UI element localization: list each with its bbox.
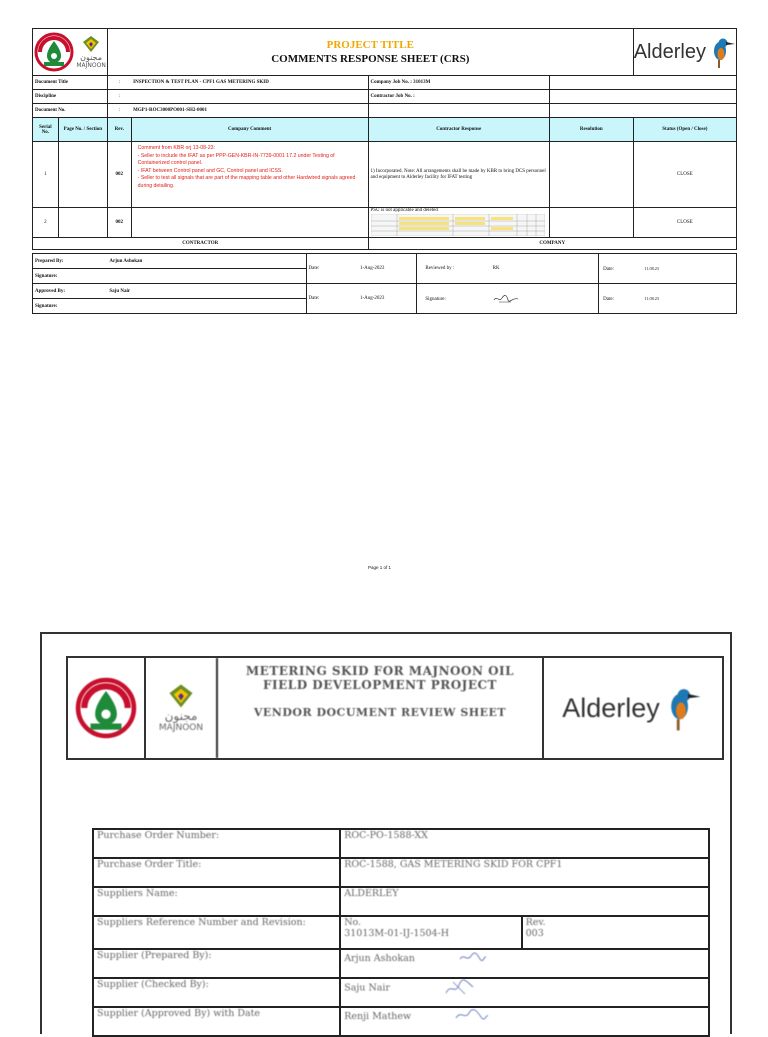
kingfisher-icon	[706, 35, 736, 69]
approved-by-value: Saju Nair	[107, 284, 306, 299]
company-job-value: 31013M	[413, 80, 431, 85]
signature-scribble-icon	[493, 294, 519, 304]
vendor-row-value-cell	[340, 1007, 709, 1036]
table-row	[93, 949, 709, 978]
table-row	[93, 916, 709, 949]
vendor-row-label: Supplier (Checked By):	[93, 978, 340, 1007]
majnoon-arabic: مجنون	[80, 53, 102, 62]
signature-table	[32, 253, 737, 314]
document-no-label: Document No.	[33, 104, 108, 118]
vendor-row-value-cell	[340, 978, 709, 1007]
row2-serial: 2	[33, 208, 59, 238]
company-signature-label: Signature:	[425, 296, 446, 302]
contractor-job-label: Contractor Job No. :	[368, 90, 549, 104]
reviewed-by-label: Reviewed by :	[425, 266, 455, 271]
col-serial: Serial No.	[33, 118, 59, 142]
date-label-1: Date:	[306, 254, 358, 284]
row1-comment	[131, 142, 368, 208]
discipline-value	[131, 90, 368, 104]
company-date-value-1: 11.08.23	[644, 265, 659, 271]
colon-2: :	[107, 90, 131, 104]
alderley-logo-text: Alderley	[633, 40, 706, 63]
row1-resolution	[549, 142, 633, 208]
col-rev: Rev.	[107, 118, 131, 142]
vendor-alderley-logo-text: Alderley	[562, 692, 660, 723]
vendor-row-label: Supplier (Prepared By):	[93, 949, 340, 978]
col-company-comment: Company Comment	[131, 118, 368, 142]
document-no-extra-2	[549, 104, 736, 118]
colon-3: :	[107, 104, 131, 118]
vendor-row-value: ROC-1588, GAS METERING SKID FOR CPF1	[340, 858, 709, 887]
company-job-label: Company Job No. :	[370, 80, 412, 85]
vendor-brand-cell	[544, 658, 720, 758]
row2-response	[368, 208, 549, 238]
row1-status: CLOSE	[633, 142, 736, 208]
majnoon-text: MAJNOON	[76, 62, 106, 69]
vendor-row-value: Saju Nair	[344, 982, 390, 994]
company-job-extra	[549, 76, 736, 90]
title-cell	[107, 29, 633, 76]
vendor-review-sheet	[40, 632, 732, 1034]
vendor-row-label: Suppliers Name:	[93, 887, 340, 916]
company-job-cell	[368, 76, 549, 90]
row1-rev: 002	[107, 142, 131, 208]
table-row	[93, 978, 709, 1007]
company-date-cell-2	[599, 284, 737, 314]
document-title-value: INSPECTION & TEST PLAN - CPF1 GAS METERING SKID	[131, 76, 368, 90]
comment-line: - Seller to test all signals that are part of the mapping table and other Hardwired signals agreed during detailing.	[137, 175, 356, 189]
row1-response: 1) Incorporated. Note: All arrangements shall be made by KBR to bring DCS personnel and equipment to Alderley facility for IFAT testing	[368, 142, 549, 208]
row2-rev: 002	[107, 208, 131, 238]
table-row	[93, 829, 709, 858]
vendor-majnoon-arabic: مجنون	[164, 709, 198, 723]
crs-table	[32, 28, 737, 250]
vendor-roc-logo-icon	[75, 677, 137, 739]
vendor-title-line3: VENDOR DOCUMENT REVIEW SHEET	[253, 706, 507, 719]
row2-status: CLOSE	[633, 208, 736, 238]
vendor-info-table	[92, 828, 710, 1037]
table-row	[33, 142, 737, 208]
document-no-extra	[368, 104, 549, 118]
project-title: PROJECT TITLE	[326, 39, 414, 51]
table-row	[93, 858, 709, 887]
signature-scribble-icon	[454, 1008, 490, 1022]
row2-comment	[131, 208, 368, 238]
signature-label-2: Signature:	[33, 299, 307, 314]
vendor-ref-no-label: No.	[344, 917, 362, 928]
vendor-roc-logo-cell	[68, 658, 146, 758]
col-page: Page No. / Section	[58, 118, 107, 142]
company-date-label-2: Date:	[603, 296, 614, 302]
signature-scribble-icon	[443, 979, 477, 997]
date-value-2: 1-Aug-2023	[358, 284, 417, 314]
vendor-row-label: Purchase Order Number:	[93, 829, 340, 858]
sheet-title: COMMENTS RESPONSE SHEET (CRS)	[271, 53, 470, 65]
embedded-table-image	[371, 214, 545, 236]
vendor-ref-no-cell	[340, 916, 521, 949]
vendor-row-label: Supplier (Approved By) with Date	[93, 1007, 340, 1036]
signature-scribble-icon	[458, 950, 488, 964]
row1-page	[58, 142, 107, 208]
vendor-ref-rev-cell	[522, 916, 709, 949]
col-status: Status (Open / Close)	[633, 118, 736, 142]
reviewed-by-value: RK	[492, 266, 500, 271]
vendor-row-label: Purchase Order Title:	[93, 858, 340, 887]
table-row	[93, 887, 709, 916]
vendor-majnoon-logo-icon	[168, 683, 194, 709]
row1-serial: 1	[33, 142, 59, 208]
page-number: Page 1 of 1	[368, 565, 392, 570]
date-label-2: Date:	[306, 284, 358, 314]
vendor-row-label: Suppliers Reference Number and Revision:	[93, 916, 340, 949]
company-date-value-2: 11.08.23	[644, 295, 659, 301]
col-contractor-response: Contractor Response	[368, 118, 549, 142]
company-section: COMPANY	[368, 238, 737, 250]
company-date-cell-1	[599, 254, 737, 284]
prepared-by-value: Arjun Ashokan	[107, 254, 306, 269]
signature-label-1: Signature:	[33, 269, 307, 284]
company-signature-cell	[417, 284, 599, 314]
vendor-title-cell	[218, 658, 544, 758]
discipline-label: Discipline	[33, 90, 108, 104]
approved-by-label: Approved By:	[33, 284, 108, 299]
vendor-majnoon-text: MAJNOON	[158, 723, 204, 733]
date-value-1: 1-Aug-2023	[358, 254, 417, 284]
vendor-majnoon-logo-cell	[146, 658, 218, 758]
company-date-label-1: Date:	[603, 266, 614, 272]
reviewed-by-cell	[417, 254, 599, 284]
vendor-row-value: ALDERLEY	[340, 887, 709, 916]
roc-logo-icon	[34, 32, 74, 72]
prepared-by-label: Prepared By:	[33, 254, 108, 269]
table-row	[33, 208, 737, 238]
vendor-ref-rev-label: Rev.	[525, 917, 546, 928]
vendor-title-line2: FIELD DEVELOPMENT PROJECT	[263, 678, 497, 692]
comment-line: Comment from KBR orj 13-08-23:	[137, 145, 215, 151]
col-resolution: Resolution	[549, 118, 633, 142]
contractor-section: CONTRACTOR	[33, 238, 369, 250]
row2-response-text: PSU is not applicable and deleted	[370, 208, 438, 213]
client-logos	[33, 29, 108, 76]
comment-line: - Seller to include the IFAT as per PPP-GEN-KBR-IN-7739-0001 17.2 under Testing of Containerized control panel.	[137, 152, 335, 166]
document-title-label: Document Title	[33, 76, 108, 90]
vendor-row-value: Renji Mathew	[344, 1011, 412, 1022]
comment-line: - IFAT between Control panel and GC, Control panel and ICSS.	[137, 167, 283, 174]
vendor-ref-no-value: 31013M-01-IJ-1504-H	[344, 928, 450, 939]
colon-1: :	[107, 76, 131, 90]
vendor-header	[66, 656, 724, 760]
table-row	[93, 1007, 709, 1036]
majnoon-logo-icon	[82, 35, 100, 53]
vendor-row-value-cell	[340, 949, 709, 978]
contractor-job-extra	[549, 90, 736, 104]
vendor-row-value: ROC-PO-1588-XX	[340, 829, 709, 858]
row2-resolution	[549, 208, 633, 238]
vendor-kingfisher-icon	[660, 684, 702, 732]
brand-cell	[633, 29, 736, 76]
vendor-title-line1: METERING SKID FOR MAJNOON OIL	[245, 664, 515, 678]
vendor-row-value: Arjun Ashokan	[344, 953, 415, 964]
vendor-ref-rev-value: 003	[525, 928, 544, 939]
document-no-value: MGP1-ROC3000PO001-SH2-0001	[131, 104, 368, 118]
row2-page	[58, 208, 107, 238]
